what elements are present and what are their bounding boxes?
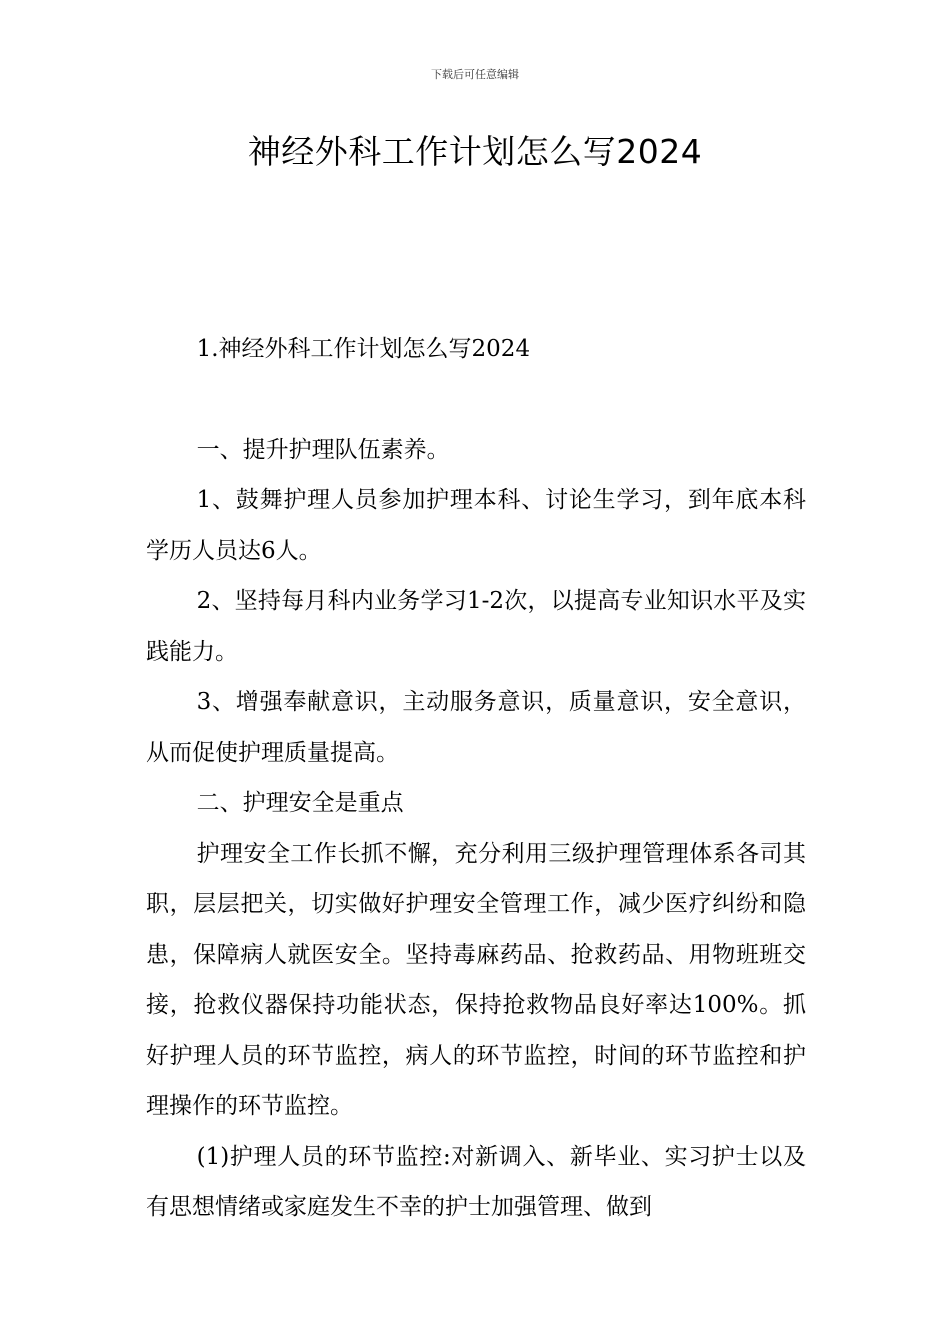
paragraph: 一、提升护理队伍素养。 xyxy=(196,436,450,463)
document-title: 神经外科工作计划怎么写2024 xyxy=(247,132,703,171)
paragraph: (1)护理人员的环节监控:对新调入、新毕业、实习护士以及有思想情绪或家庭发生不幸的护士加强管理、做到 xyxy=(146,1143,806,1220)
paragraph: 1、鼓舞护理人员参加护理本科、讨论生学习，到年底本科学历人员达6人。 xyxy=(146,487,806,564)
paragraph: 3、增强奉献意识，主动服务意识，质量意识，安全意识，从而促使护理质量提高。 xyxy=(146,689,806,766)
paragraph: 二、护理安全是重点 xyxy=(196,790,404,816)
header-note: 下载后可任意编辑 xyxy=(431,68,519,81)
paragraph: 护理安全工作长抓不懈，充分利用三级护理管理体系各司其职，层层把关，切实做好护理安全管理工作，减少医疗纠纷和隐患，保障病人就医安全。坚持毒麻药品、抢救药品、用物班班交接，抢救仪器保持功能状态，保持抢救物品良好率达100%。抓好护理人员的环节监控，病人的环节监控，时间的环节监控和护理操作的环节监控。 xyxy=(146,840,806,1119)
section-heading: 1.神经外科工作计划怎么写2024 xyxy=(196,336,531,362)
document-body xyxy=(146,324,806,1233)
paragraph: 2、坚持每月科内业务学习1-2次，以提高专业知识水平及实践能力。 xyxy=(146,588,806,665)
